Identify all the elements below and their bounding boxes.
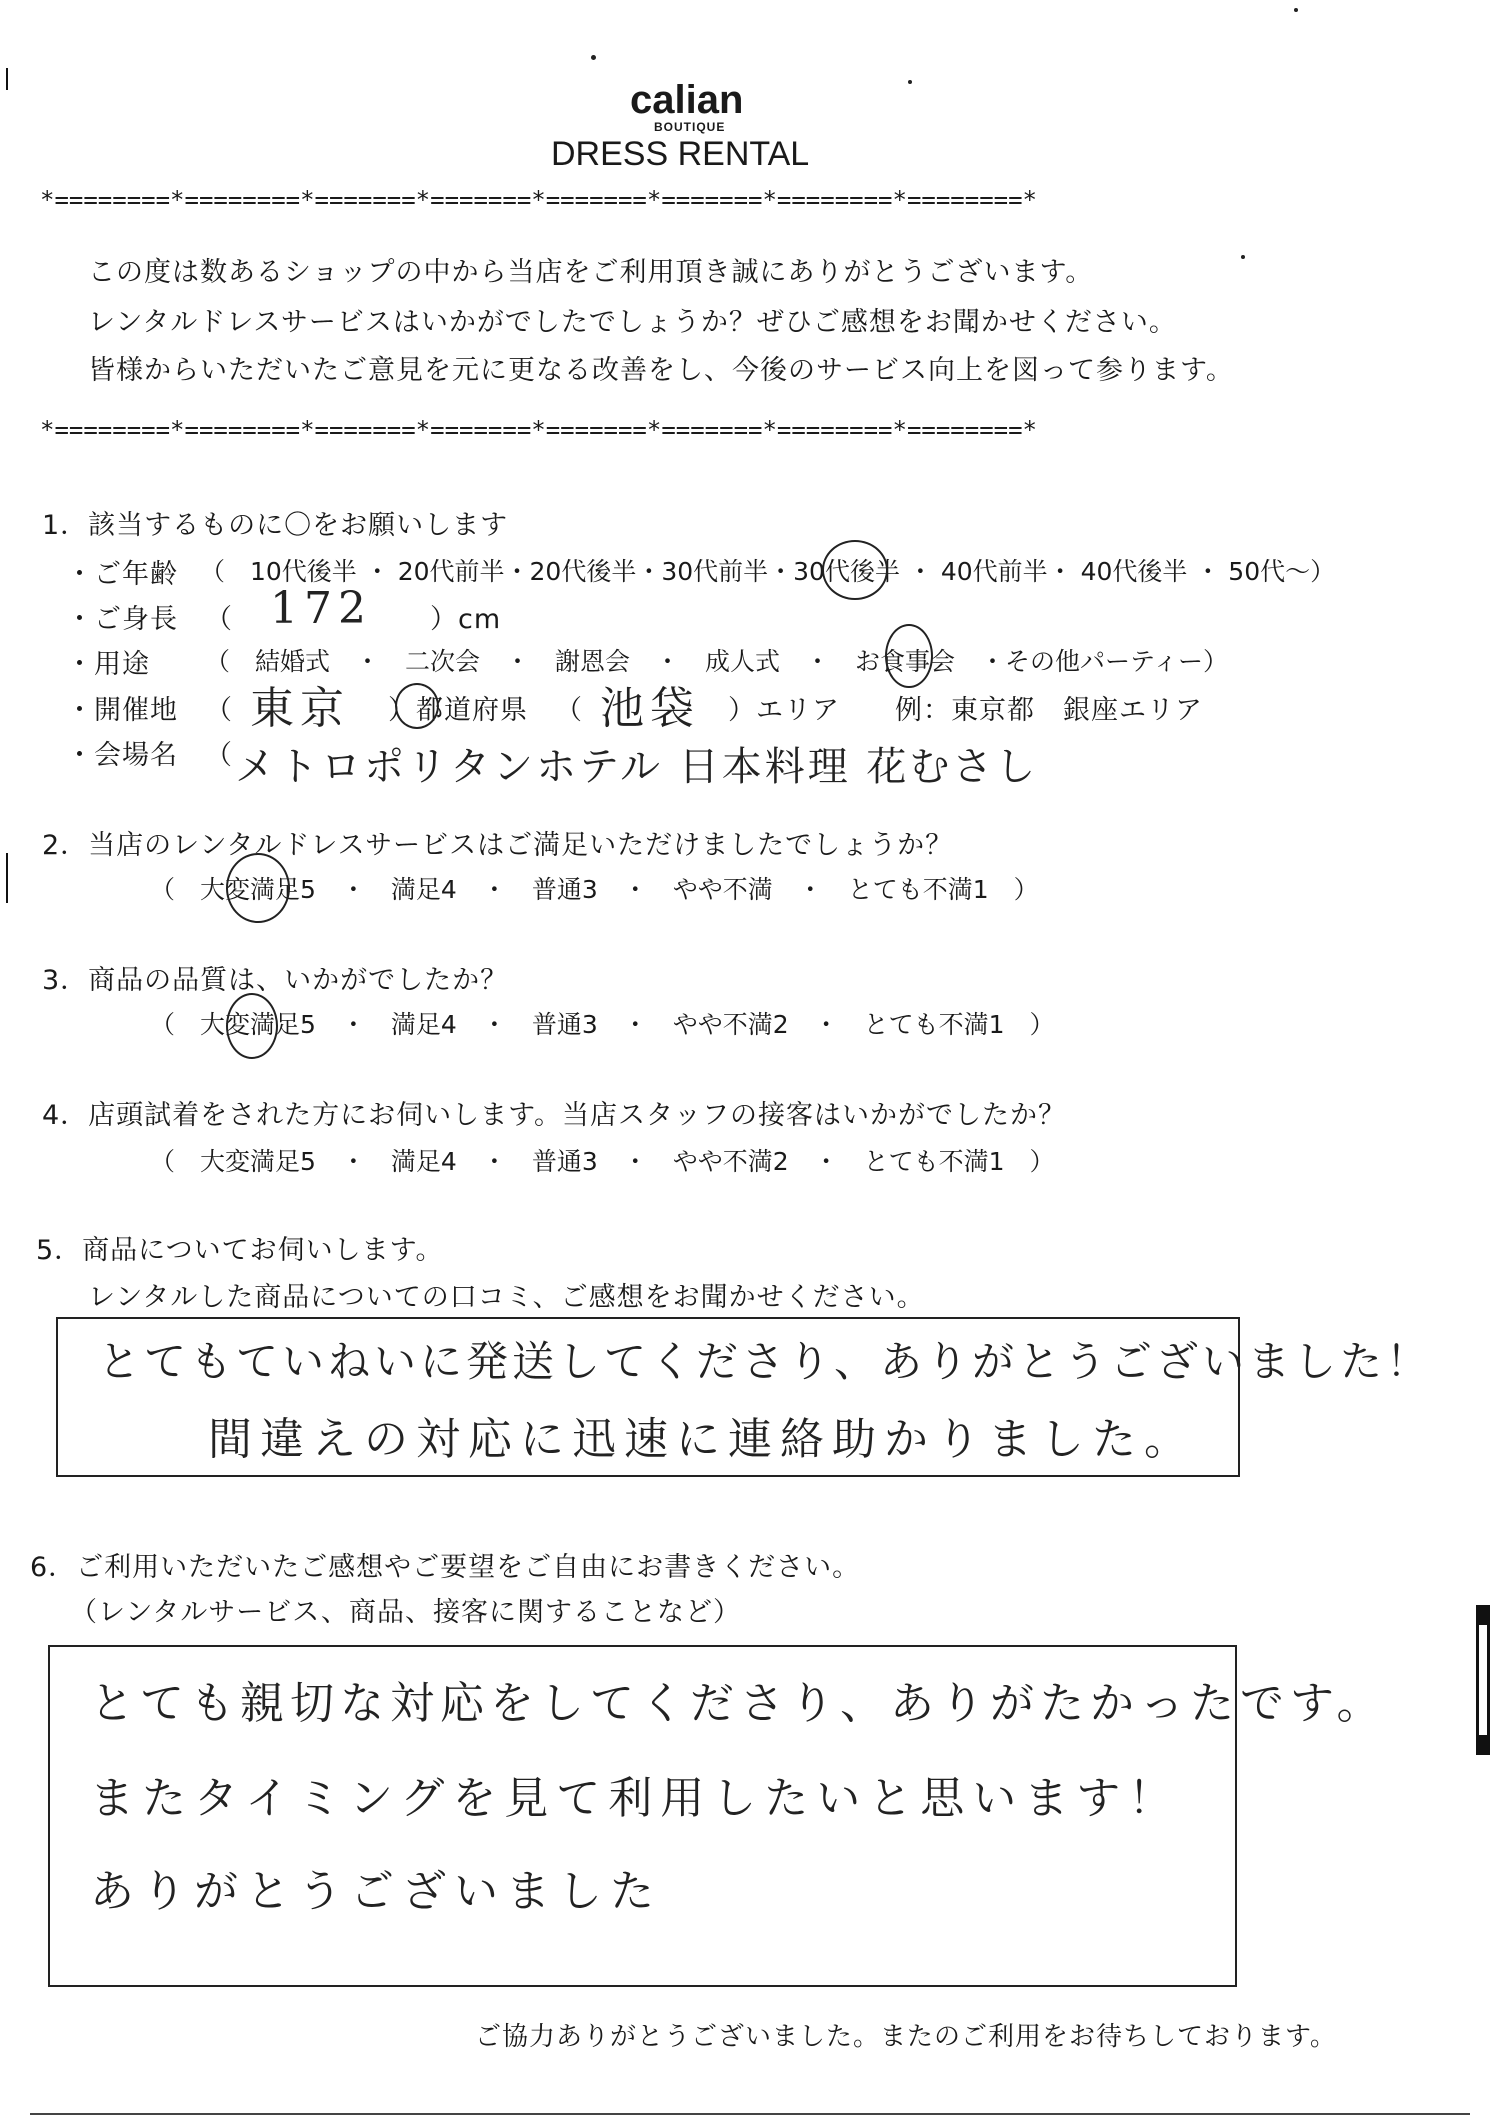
q1-venue-example: 例：東京都 銀座エリア: [895, 695, 1203, 726]
q2-selection-circle: [226, 853, 290, 923]
q6-title: 6．ご利用いただいたご感想やご要望をご自由にお書きください。: [30, 1552, 861, 1583]
q5-title: 5．商品についてお伺いします。: [36, 1235, 444, 1266]
q1-venue-area-open: （: [555, 695, 583, 726]
q1-height-answer: 172: [270, 583, 372, 634]
q1-venue-selection-circle: [395, 683, 439, 729]
q1-purpose-selection-circle: [885, 624, 933, 688]
scan-speck: [1294, 8, 1298, 12]
q1-purpose-label: ・用途: [66, 649, 150, 680]
scan-bottom-line: [30, 2113, 1470, 2115]
q1-purpose-options: （ 結婚式 ・ 二次会 ・ 謝恩会 ・ 成人式 ・ お食事会 ・その他パーティー）: [205, 647, 1229, 676]
intro-line-2: レンタルドレスサービスはいかがでしたでしょうか？ぜひご感想をお聞かせください。: [88, 307, 1177, 338]
q1-venue-area-label: ・開催地: [66, 695, 178, 726]
q5-answer-line-2: 間違えの対応に迅速に連絡助かりました。: [208, 1414, 1196, 1465]
brand-logo-sub: BOUTIQUE: [654, 120, 726, 134]
scan-edge-bar-inner: [1479, 1625, 1487, 1735]
q6-answer-line-2: またタイミングを見て利用したいと思います！: [90, 1773, 1181, 1824]
q4-options: （ 大変満足5 ・ 満足4 ・ 普通3 ・ やや不満2 ・ とても不満1 ）: [150, 1147, 1055, 1176]
q1-venue-name-answer: メトロポリタンホテル 日本料理 花むさし: [235, 744, 1039, 790]
scan-margin-mark: [6, 68, 8, 90]
divider-bottom: *========*========*=======*=======*=======*=======*========*========*: [40, 416, 1037, 444]
footer-thanks: ご協力ありがとうございました。またのご利用をお待ちしております。: [475, 2022, 1337, 2052]
q1-height-label: ・ご身長: [66, 604, 178, 635]
q3-title: 3．商品の品質は、いかがでしたか？: [42, 965, 509, 996]
q1-title: 1．該当するものに〇をお願いします: [42, 510, 509, 541]
page-title: DRESS RENTAL: [551, 135, 810, 173]
intro-line-3: 皆様からいただいたご意見を元に更なる改善をし、今後のサービス向上を図って参ります。: [88, 355, 1234, 386]
q6-answer-line-1: とても親切な対応をしてくださり、ありがたかったです。: [90, 1678, 1387, 1729]
q1-venue-name-open: （: [205, 740, 233, 771]
scan-speck: [908, 80, 912, 84]
intro-line-1: この度は数あるショップの中から当店をご利用頂き誠にありがとうございます。: [88, 257, 1094, 288]
q1-height-open: （: [205, 604, 233, 635]
q1-age-options: （ 10代後半 ・ 20代前半・20代後半・30代前半・30代後半 ・ 40代前半・ 40代後半 ・ 50代〜）: [200, 557, 1336, 586]
q1-venue-open: （: [205, 695, 233, 726]
q6-answer-box: [48, 1645, 1387, 1987]
brand-logo-name: calian: [630, 78, 744, 122]
q1-height-unit: ）cm: [430, 604, 502, 635]
q4-title: 4．店頭試着をされた方にお伺いします。当店スタッフの接客はいかがでしたか？: [42, 1100, 1067, 1131]
q1-venue-area-answer: 池袋: [600, 683, 700, 734]
scan-speck: [1241, 255, 1245, 259]
q1-venue-area-unit: ）エリア: [728, 695, 840, 726]
q5-answer-line-1: とてもていねいに発送してくださり、ありがとうございました！: [98, 1337, 1433, 1386]
q6-subtitle: （レンタルサービス、商品、接客に関することなど）: [70, 1597, 742, 1628]
q3-selection-circle: [226, 993, 278, 1059]
q1-venue-pref-unit: ）都道府県: [388, 695, 528, 726]
q5-subtitle: レンタルした商品についての口コミ、ご感想をお聞かせください。: [88, 1282, 925, 1313]
scan-margin-mark: [6, 853, 8, 903]
q1-venue-name-label: ・会場名: [66, 740, 178, 771]
q2-title: 2．当店のレンタルドレスサービスはご満足いただけましたでしょうか？: [42, 830, 954, 861]
q2-options: （ 大変満足5 ・ 満足4 ・ 普通3 ・ やや不満 ・ とても不満1 ）: [150, 875, 1039, 904]
q5-answer-box: [56, 1317, 1433, 1477]
scan-speck: [591, 55, 596, 60]
q3-options: （ 大変満足5 ・ 満足4 ・ 普通3 ・ やや不満2 ・ とても不満1 ）: [150, 1010, 1055, 1039]
q1-age-selection-circle: [822, 540, 888, 600]
q1-age-label: ・ご年齢: [66, 559, 178, 590]
q1-venue-pref-answer: 東京: [250, 683, 350, 734]
divider-top: *========*========*=======*=======*=======*=======*========*========*: [40, 186, 1037, 214]
q6-answer-line-3: ありがとうございました: [90, 1866, 662, 1917]
